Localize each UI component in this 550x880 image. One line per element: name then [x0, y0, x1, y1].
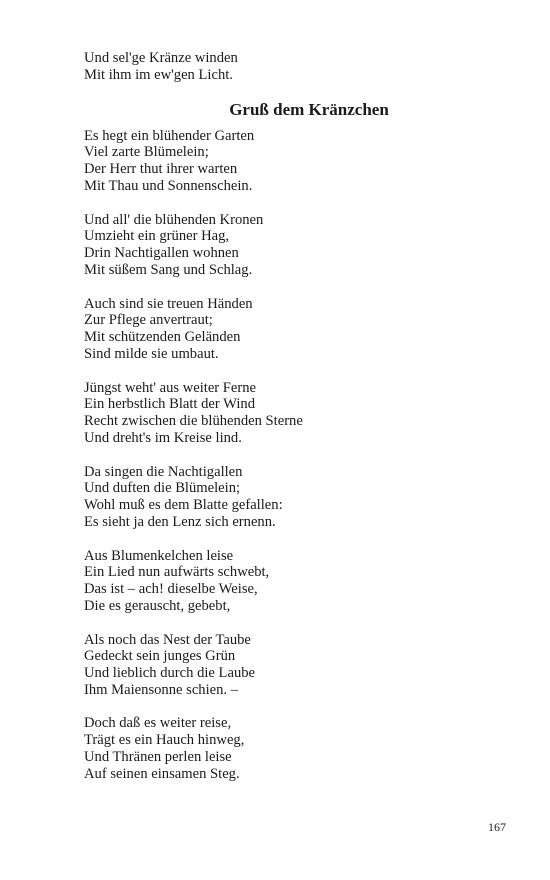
poem-line: Und sel'ge Kränze winden	[84, 50, 238, 66]
poem-text-block	[84, 50, 504, 799]
poem-line: Der Herr thut ihrer warten	[84, 161, 238, 178]
poem-line: Auch sind sie treuen Händen	[84, 295, 253, 312]
intro-stanza	[84, 50, 504, 84]
poem-line: Gedeckt sein junges Grün	[84, 648, 236, 665]
poem-line: Ihm Maiensonne schien. –	[84, 681, 239, 698]
poem-line: Mit schützenden Geländen	[84, 329, 241, 346]
poem-line: Mit Thau und Sonnenschein.	[84, 177, 253, 194]
poem-line: Recht zwischen die blühenden Sterne	[84, 413, 303, 430]
poem-line: Sind milde sie umbaut.	[84, 345, 219, 362]
poem-line: Jüngst weht' aus weiter Ferne	[84, 379, 257, 396]
poem-line: Es hegt ein blühender Garten	[84, 127, 255, 144]
stanza-1	[84, 128, 504, 195]
poem-line: Und duften die Blümelein;	[84, 480, 241, 497]
poem-line: Trägt es ein Hauch hinweg,	[84, 732, 245, 749]
poem-line: Viel zarte Blümelein;	[84, 144, 209, 161]
poem-line: Mit ihm im ew'gen Licht.	[84, 66, 233, 83]
poem-line: Und lieblich durch die Laube	[84, 665, 256, 682]
stanza-7	[84, 632, 504, 699]
poem-line: Das ist – ach! dieselbe Weise,	[84, 581, 258, 598]
poem-line: Wohl muß es dem Blatte gefallen:	[84, 497, 283, 514]
stanza-6	[84, 548, 504, 615]
poem-line: Ein Lied nun aufwärts schwebt,	[84, 564, 270, 581]
poem-line: Und all' die blühenden Kronen	[84, 211, 264, 228]
page-number: 167	[488, 820, 506, 834]
poem-title: Gruß dem Kränzchen	[229, 99, 389, 119]
stanza-4	[84, 380, 504, 447]
poem-line: Zur Pflege anvertraut;	[84, 312, 213, 329]
poem-line: Und Thränen perlen leise	[84, 749, 232, 766]
stanza-5	[84, 464, 504, 531]
poem-line: Umzieht ein grüner Hag,	[84, 228, 230, 245]
poem-line: Da singen die Nachtigallen	[84, 463, 243, 480]
poem-line: Aus Blumenkelchen leise	[84, 547, 234, 564]
poem-line: Drin Nachtigallen wohnen	[84, 245, 239, 262]
poem-line: Und dreht's im Kreise lind.	[84, 429, 242, 446]
poem-line: Mit süßem Sang und Schlag.	[84, 261, 253, 278]
poem-line: Als noch das Nest der Taube	[84, 631, 251, 648]
poem-line: Auf seinen einsamen Steg.	[84, 765, 240, 782]
stanza-2	[84, 212, 504, 279]
stanza-8	[84, 715, 504, 782]
poem-line: Es sieht ja den Lenz sich ernenn.	[84, 513, 276, 530]
poem-line: Die es gerauscht, gebebt,	[84, 597, 231, 614]
poem-line: Doch daß es weiter reise,	[84, 715, 232, 732]
poem-line: Ein herbstlich Blatt der Wind	[84, 396, 255, 413]
stanza-3	[84, 296, 504, 363]
